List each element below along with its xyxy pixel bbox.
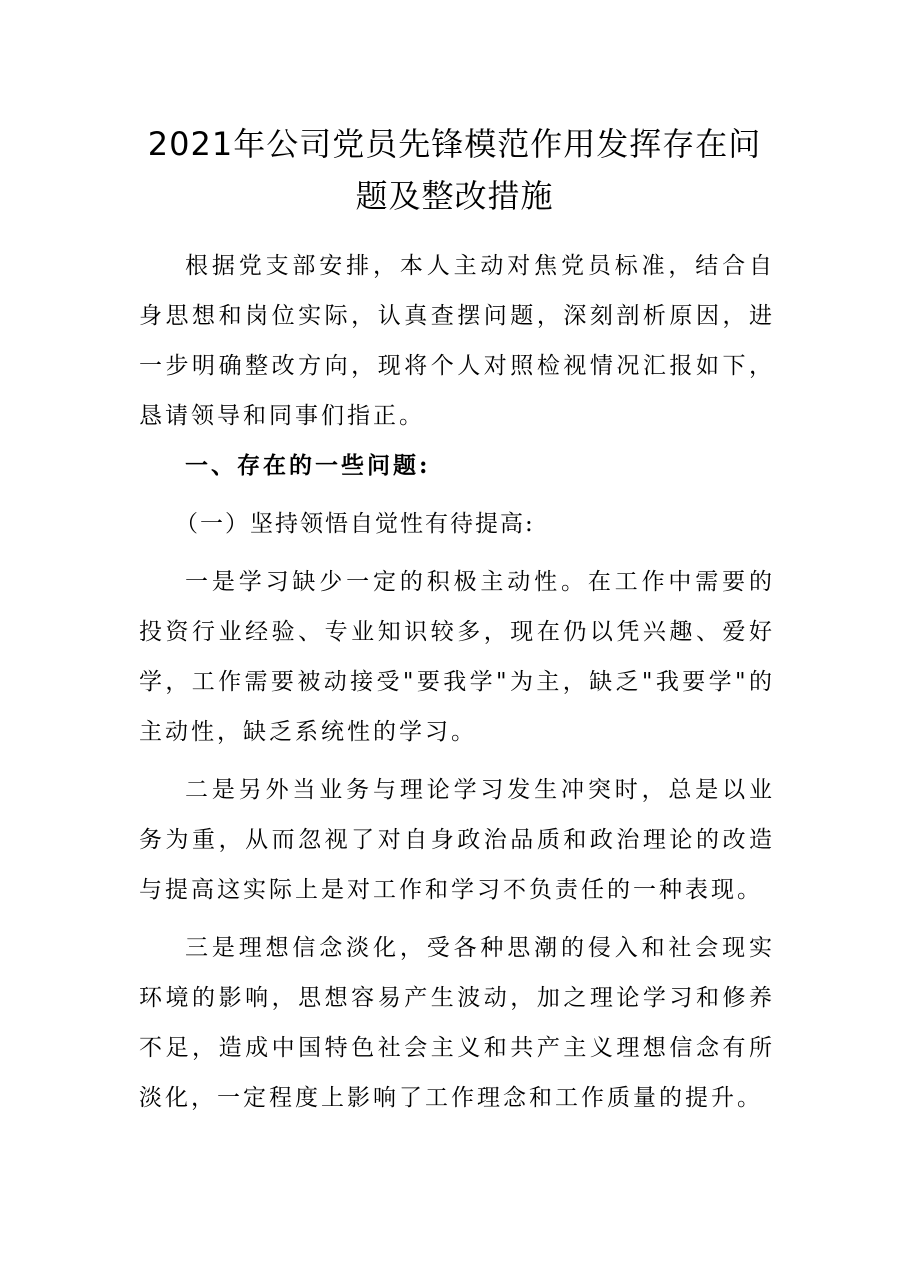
title-line-2: 题及整改措施: [355, 177, 554, 215]
item-paragraph-3: 三是理想信念淡化，受各种思潮的侵入和社会现实环境的影响，思想容易产生波动，加之理论学习和修养不足，造成中国特色社会主义和共产主义理想信念有所淡化，一定程度上影响了工作理念和工作质量的提升。: [139, 935, 775, 1111]
document-title: [120, 118, 789, 222]
item-paragraph-1: 一是学习缺少一定的积极主动性。在工作中需要的投资行业经验、专业知识较多，现在仍以凭兴趣、爱好学，工作需要被动接受"要我学"为主，缺乏"我要学"的主动性，缺乏系统性的学习。: [139, 569, 775, 745]
title-line-1: 2021年公司党员先锋模范作用发挥存在问: [147, 125, 762, 163]
intro-paragraph: 根据党支部安排，本人主动对焦党员标准，结合自身思想和岗位实际，认真查摆问题，深刻剖析原因，进一步明确整改方向，现将个人对照检视情况汇报如下，恳请领导和同事们指正。: [139, 253, 775, 429]
item-paragraph-2: 二是另外当业务与理论学习发生冲突时，总是以业务为重，从而忽视了对自身政治品质和政治理论的改造与提高这实际上是对工作和学习不负责任的一种表现。: [139, 777, 775, 903]
subsection-heading: （一）坚持领悟自觉性有待提高:: [175, 511, 535, 537]
section-heading: 一、存在的一些问题:: [185, 452, 431, 479]
